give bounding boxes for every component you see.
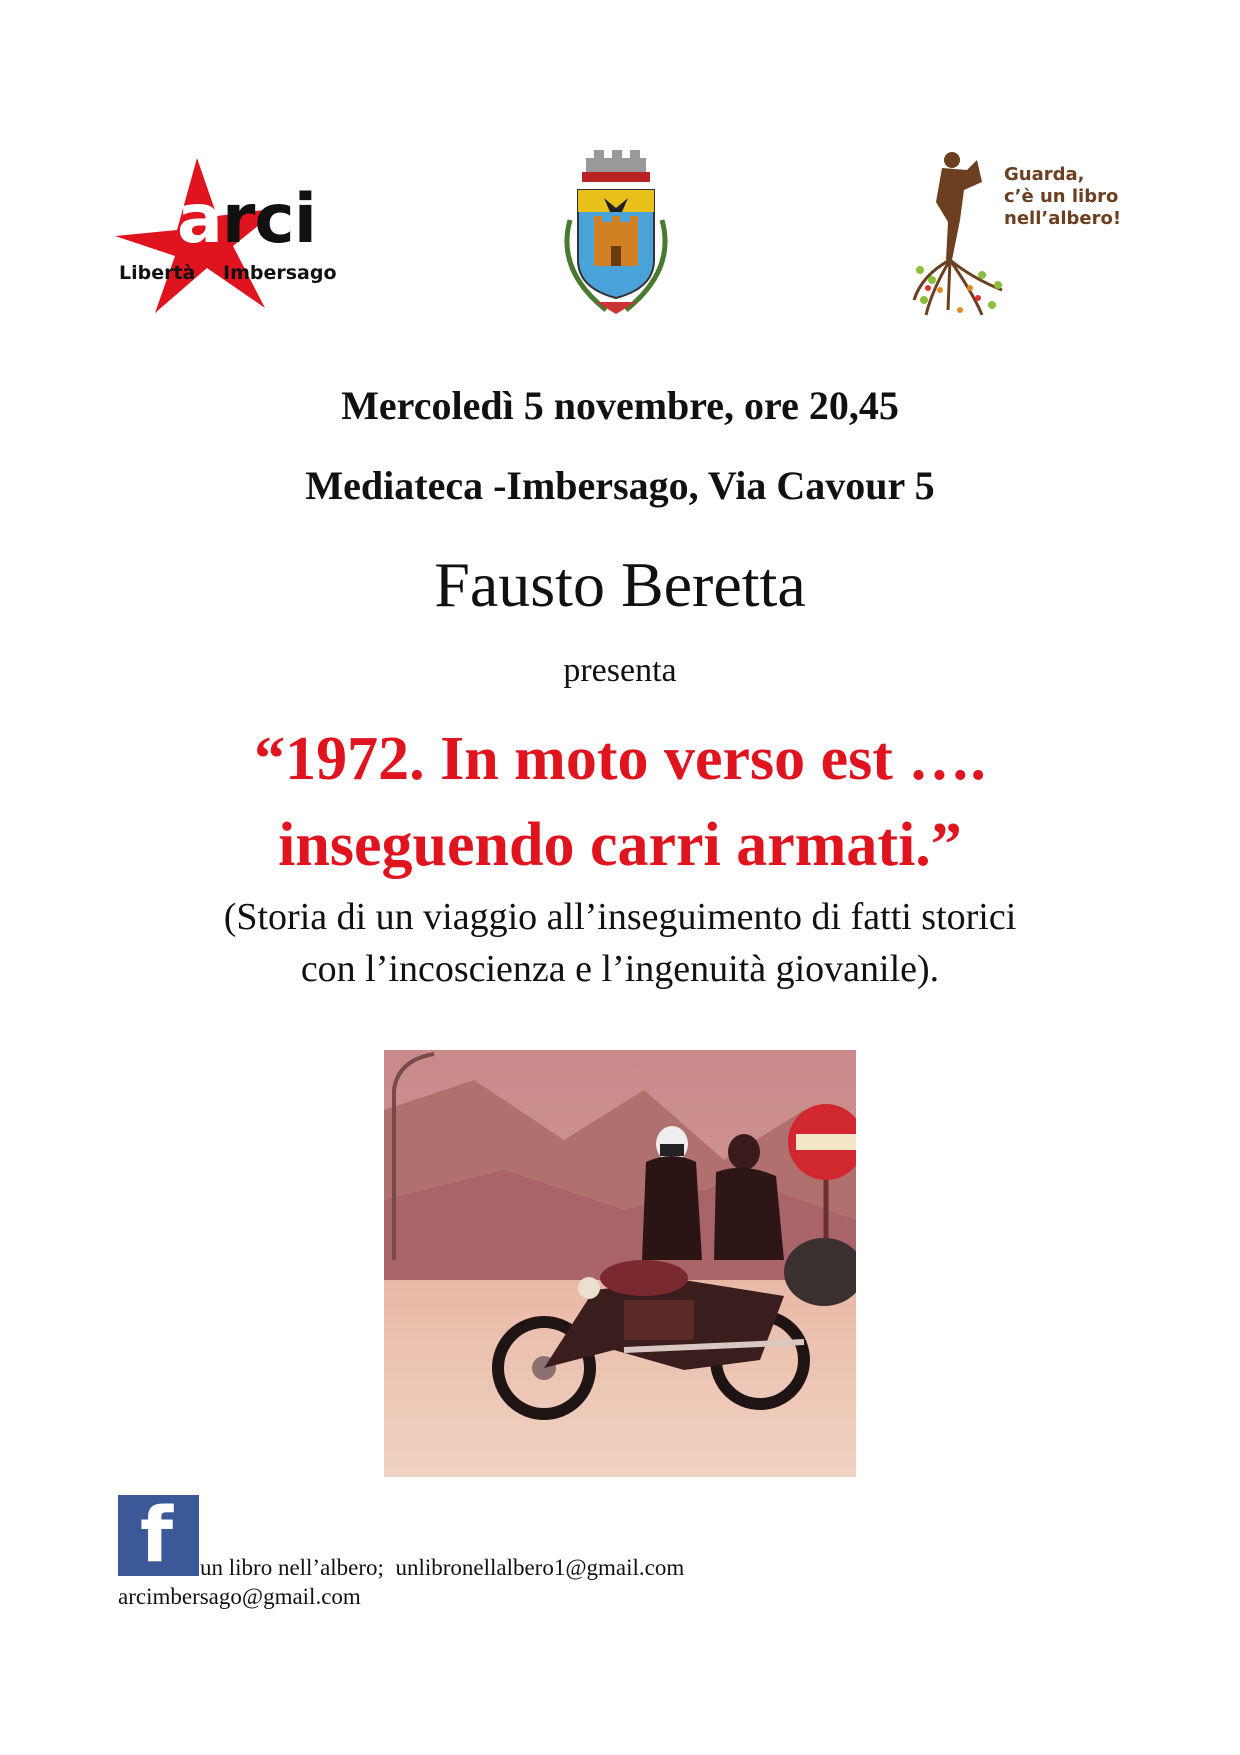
reading-tree-icon — [912, 150, 1012, 320]
arci-wordmark: arci — [177, 180, 317, 259]
book-subtitle-line2: con l’incoscienza e l’ingenuità giovanile). — [300, 948, 940, 990]
facebook-icon[interactable] — [118, 1490, 199, 1579]
municipal-crest — [556, 150, 676, 320]
libro-slogan-line3: nell’albero! — [1004, 208, 1122, 229]
arci-label-liberta: Libertà — [119, 262, 196, 284]
crest-icon — [556, 150, 676, 320]
facebook-letter: f — [140, 1490, 174, 1579]
author-name: Fausto Beretta — [434, 549, 806, 620]
libro-albero-logo — [912, 150, 1142, 320]
book-title-line1: “1972. In moto verso est …. — [254, 725, 986, 793]
event-date: Mercoledì 5 novembre, ore 20,45 — [341, 383, 899, 428]
arci-logo — [115, 158, 335, 318]
arci-label-imbersago: Imbersago — [223, 262, 337, 284]
motorcycle-photo-image — [384, 1050, 856, 1477]
presents-label: presenta — [563, 652, 677, 689]
book-subtitle-line1: (Storia di un viaggio all’inseguimento di fatti storici — [223, 896, 1017, 938]
libro-slogan-line2: c’è un libro — [1004, 186, 1119, 207]
facebook-contact-line: un libro nell’albero; unlibronellalbero1@gmail.com — [200, 1555, 685, 1580]
motorcycle-photo — [384, 1050, 856, 1477]
book-title-line2: inseguendo carri armati.” — [278, 811, 962, 879]
libro-slogan — [1004, 164, 1121, 230]
event-place: Mediateca -Imbersago, Via Cavour 5 — [305, 463, 935, 508]
arci-email: arcimbersago@gmail.com — [118, 1584, 361, 1609]
libro-slogan-line1: Guarda, — [1004, 164, 1085, 185]
